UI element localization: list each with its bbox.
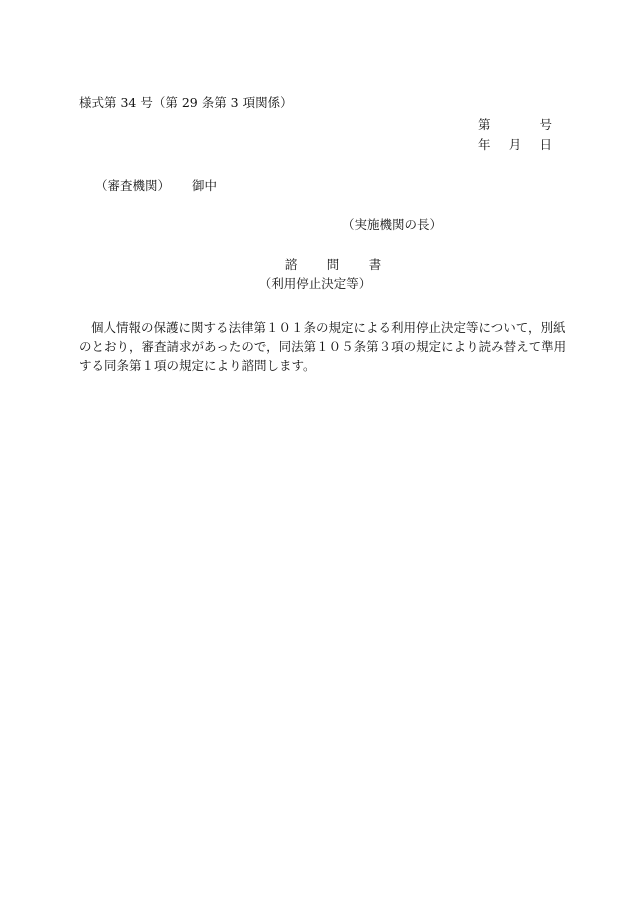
body-line: のとおり，審査請求があったので，同法第１０５条第３項の規定により読み替えて準用	[79, 339, 567, 354]
date-day: 日	[539, 137, 552, 152]
body-line: する同条第１項の規定により諮問します。	[79, 358, 316, 373]
title-char: 問	[326, 257, 340, 272]
date-month: 月	[508, 137, 522, 152]
date-year: 年	[478, 137, 491, 152]
addressee-body: （審査機関）	[95, 178, 171, 193]
document-number-line	[478, 117, 552, 133]
sender-line: （実施機関の長）	[342, 217, 443, 232]
document-title	[0, 257, 630, 273]
number-suffix: 号	[539, 117, 552, 132]
addressee-honorific: 御中	[192, 178, 218, 193]
body-paragraph	[79, 318, 567, 375]
document-subtitle: （利用停止決定等）	[258, 276, 372, 291]
body-line: 個人情報の保護に関する法律第１０１条の規定による利用停止決定等について，別紙	[91, 320, 566, 335]
number-prefix: 第	[478, 117, 491, 132]
title-char: 書	[368, 257, 382, 272]
title-char: 諮	[284, 257, 298, 272]
date-line	[478, 137, 552, 153]
addressee-line	[95, 178, 217, 194]
form-number-header: 様式第 34 号（第 29 条第 3 項関係）	[79, 95, 293, 110]
